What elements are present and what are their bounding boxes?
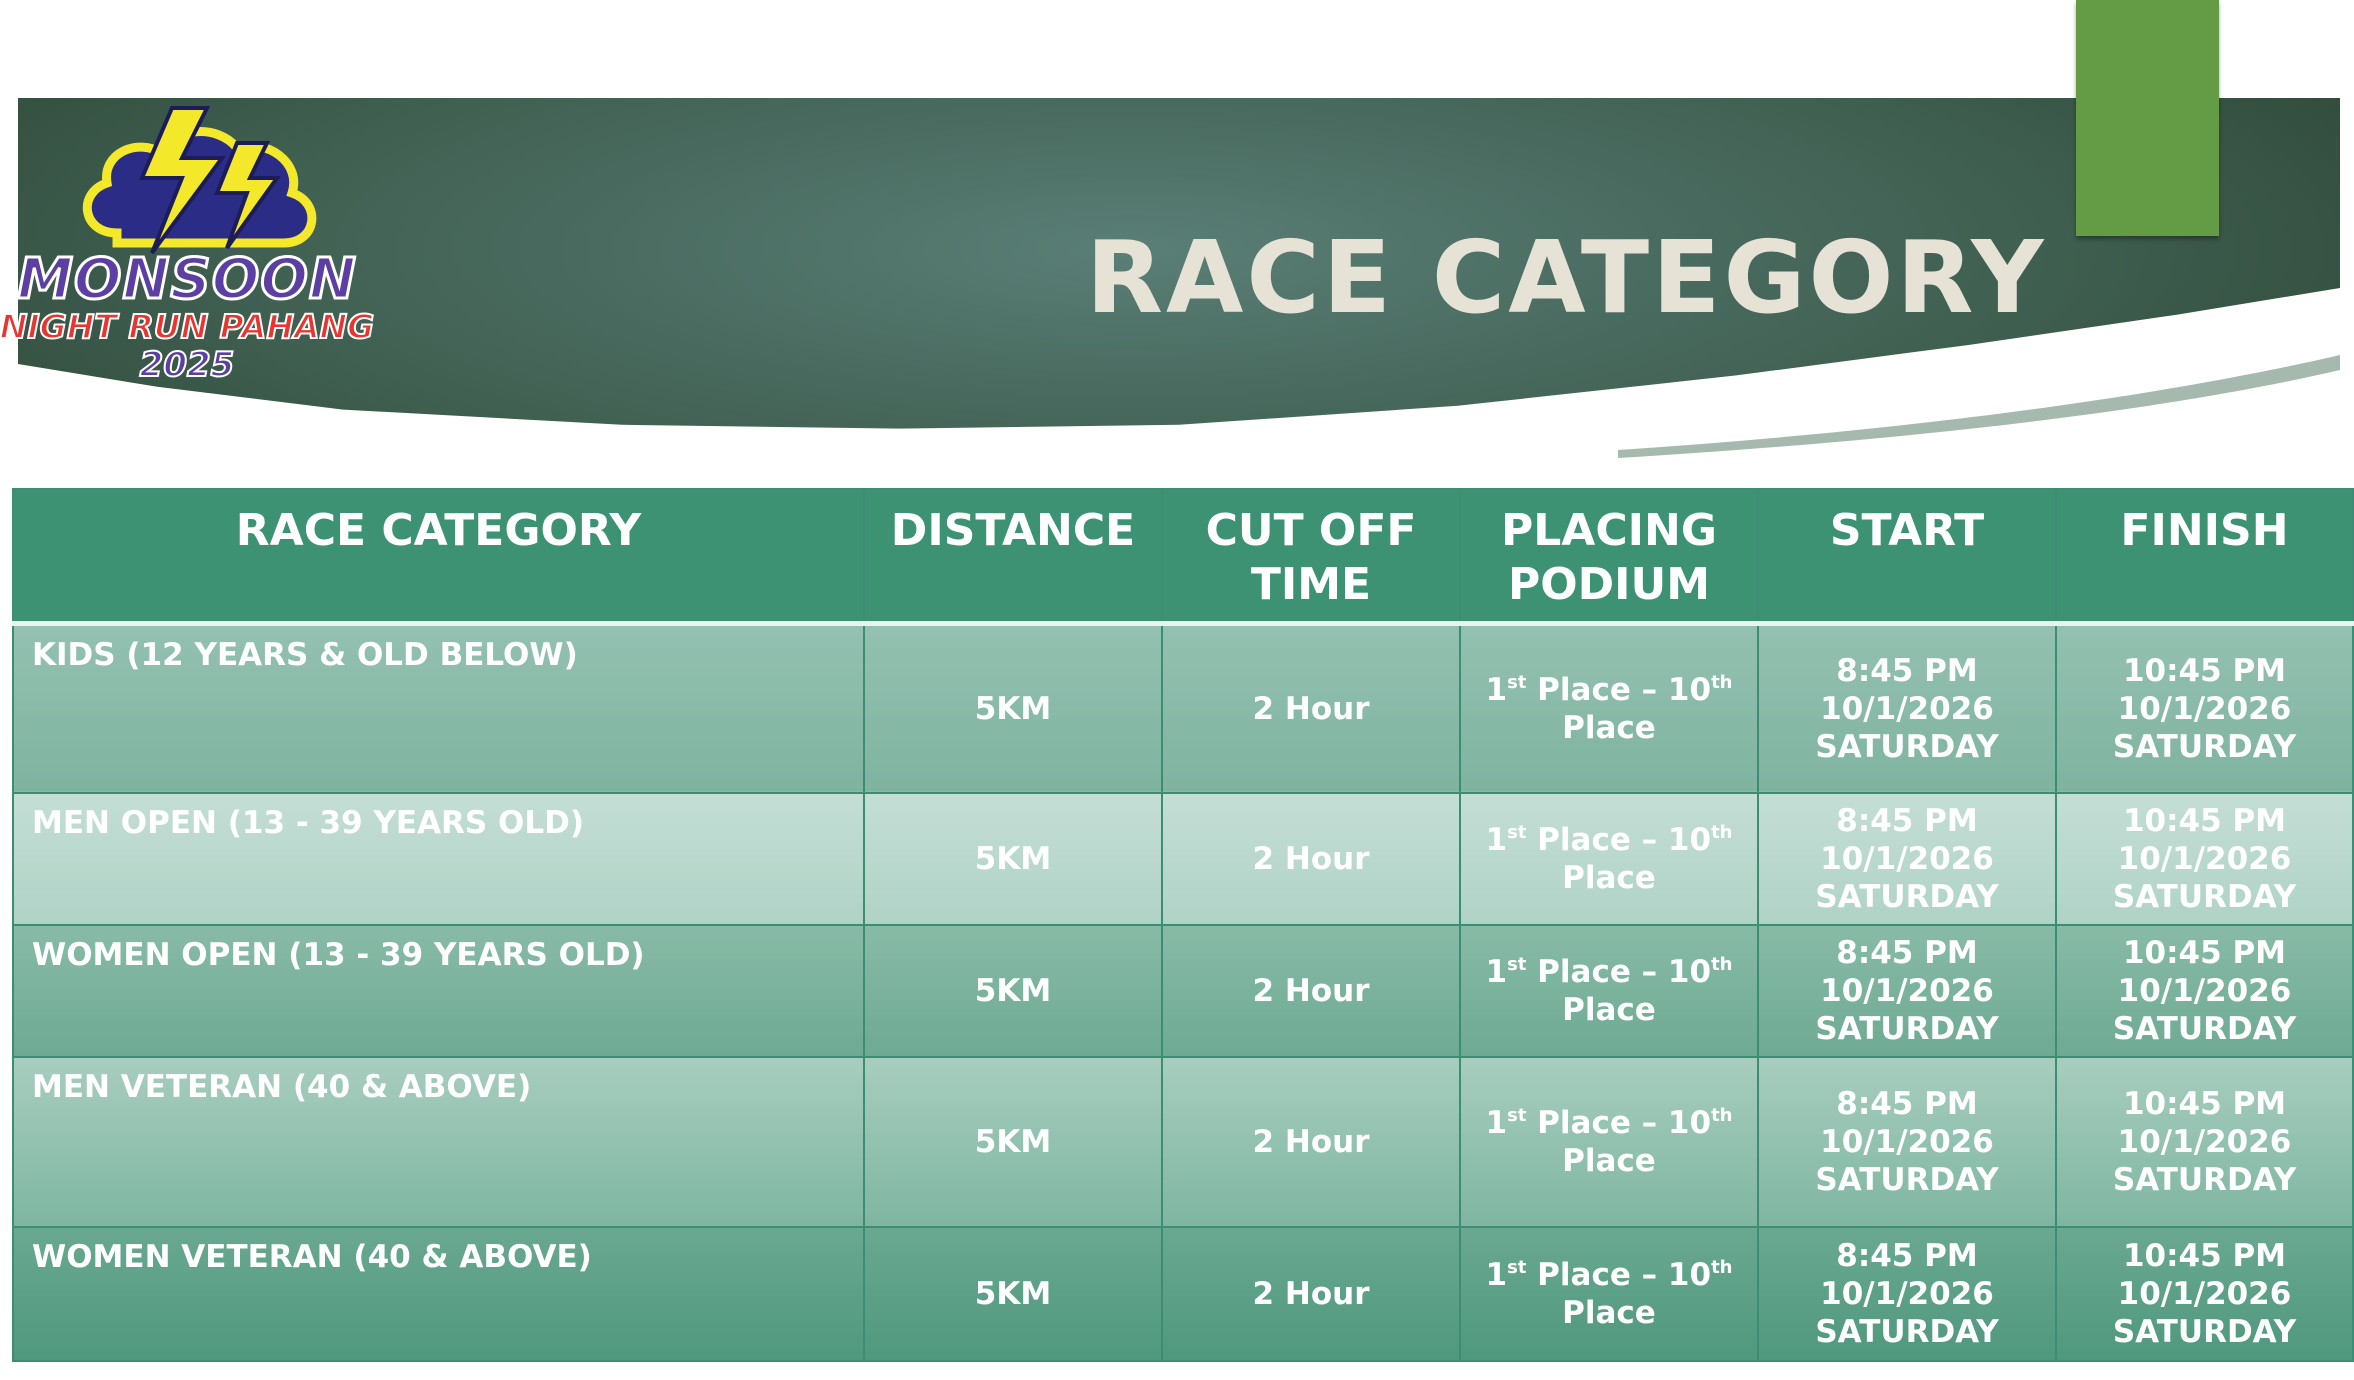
distance-cell: 5KM — [864, 793, 1162, 925]
race-category-table — [12, 488, 2354, 1362]
finish-cell: 10:45 PM 10/1/2026 SATURDAY — [2056, 623, 2353, 793]
column-header-finish: FINISH — [2056, 489, 2353, 623]
podium-cell: 1st Place – 10th Place — [1460, 1057, 1758, 1227]
category-cell: WOMEN OPEN (13 - 39 YEARS OLD) — [13, 925, 864, 1057]
cutoff-cell: 2 Hour — [1162, 1227, 1460, 1361]
logo-text-line1: MONSOON — [17, 247, 357, 312]
start-cell: 8:45 PM 10/1/2026 SATURDAY — [1758, 793, 2056, 925]
table-row — [13, 1227, 2353, 1361]
storm-cloud-lightning-icon — [0, 98, 375, 398]
cutoff-cell: 2 Hour — [1162, 793, 1460, 925]
start-cell: 8:45 PM 10/1/2026 SATURDAY — [1758, 1227, 2056, 1361]
distance-cell: 5KM — [864, 1057, 1162, 1227]
podium-cell: 1st Place – 10th Place — [1460, 623, 1758, 793]
finish-cell: 10:45 PM 10/1/2026 SATURDAY — [2056, 1227, 2353, 1361]
category-cell: MEN VETERAN (40 & ABOVE) — [13, 1057, 864, 1227]
page-title: RACE CATEGORY — [1086, 219, 2047, 336]
cutoff-cell: 2 Hour — [1162, 623, 1460, 793]
table-row — [13, 1057, 2353, 1227]
start-cell: 8:45 PM 10/1/2026 SATURDAY — [1758, 623, 2056, 793]
finish-cell: 10:45 PM 10/1/2026 SATURDAY — [2056, 793, 2353, 925]
table-header-row — [13, 489, 2353, 623]
distance-cell: 5KM — [864, 1227, 1162, 1361]
finish-cell: 10:45 PM 10/1/2026 SATURDAY — [2056, 1057, 2353, 1227]
logo-text-line3: 2025 — [139, 345, 235, 385]
podium-cell: 1st Place – 10th Place — [1460, 925, 1758, 1057]
column-header-start: START — [1758, 489, 2056, 623]
start-cell: 8:45 PM 10/1/2026 SATURDAY — [1758, 925, 2056, 1057]
accent-square — [2076, 0, 2219, 236]
logo-text-line2: NIGHT RUN PAHANG — [0, 307, 375, 346]
podium-cell: 1st Place – 10th Place — [1460, 1227, 1758, 1361]
category-cell: KIDS (12 YEARS & OLD BELOW) — [13, 623, 864, 793]
table-row — [13, 793, 2353, 925]
podium-cell: 1st Place – 10th Place — [1460, 793, 1758, 925]
category-cell: MEN OPEN (13 - 39 YEARS OLD) — [13, 793, 864, 925]
cutoff-cell: 2 Hour — [1162, 925, 1460, 1057]
table-row — [13, 623, 2353, 793]
table-row — [13, 925, 2353, 1057]
distance-cell: 5KM — [864, 925, 1162, 1057]
category-cell: WOMEN VETERAN (40 & ABOVE) — [13, 1227, 864, 1361]
start-cell: 8:45 PM 10/1/2026 SATURDAY — [1758, 1057, 2056, 1227]
cutoff-cell: 2 Hour — [1162, 1057, 1460, 1227]
column-header-distance: DISTANCE — [864, 489, 1162, 623]
column-header-placing-podium: PLACING PODIUM — [1460, 489, 1758, 623]
event-logo — [0, 98, 375, 398]
finish-cell: 10:45 PM 10/1/2026 SATURDAY — [2056, 925, 2353, 1057]
distance-cell: 5KM — [864, 623, 1162, 793]
column-header-race-category: RACE CATEGORY — [13, 489, 864, 623]
column-header-cut-off-time: CUT OFF TIME — [1162, 489, 1460, 623]
